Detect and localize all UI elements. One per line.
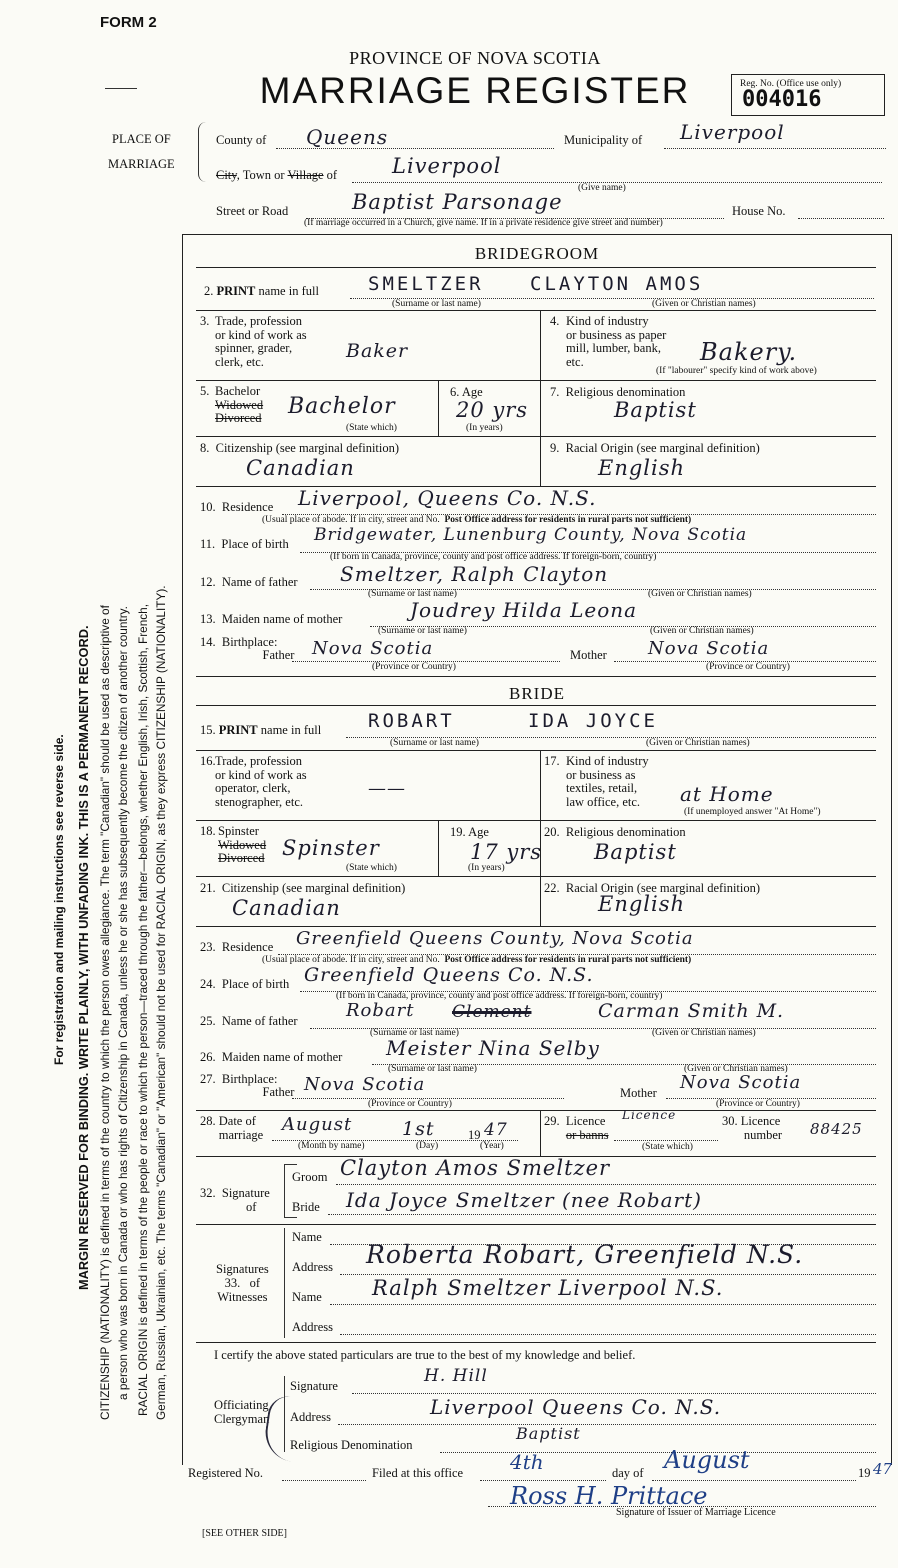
bride-age-label: 19. Age	[450, 825, 489, 839]
bride-print-label: PRINT	[218, 723, 258, 737]
groom-industry: Bakery.	[700, 338, 798, 366]
bride-mother-label: 26. Maiden name of mother	[200, 1050, 343, 1064]
groom-age-word: Age	[461, 385, 483, 399]
town-label	[216, 168, 337, 183]
groom-mother-birth: Nova Scotia	[648, 638, 770, 659]
filed-day: 4th	[510, 1450, 544, 1474]
banns-word: or banns	[565, 1127, 609, 1142]
bride-trade-label: 16. Trade, profession or kind of work as operator, clerk, stenographer, etc.	[200, 754, 307, 809]
groom-birthplace-label: 11. Place of birth	[200, 537, 289, 551]
bride-bp-mother-label: Mother	[620, 1086, 657, 1100]
groom-pob-word: Place of birth	[221, 537, 289, 551]
marriage-day: 1st	[402, 1118, 435, 1140]
groom-trade-label-3: spinner, grader,	[215, 341, 293, 355]
county-label: County of	[216, 133, 267, 147]
marriage-month-note: (Month by name)	[298, 1141, 365, 1151]
clergy-signature-label: Signature	[290, 1379, 338, 1393]
groom-res-word: Residence	[221, 500, 274, 514]
marriage-date-label: 28. Date of marriage	[200, 1114, 264, 1142]
groom-birthplace: Bridgewater, Lunenburg County, Nova Scotia	[314, 525, 748, 545]
groom-res-note-b: Post Office address for residents in rural parts not sufficient)	[444, 515, 692, 525]
bride-religion-label: 20. Religious denomination	[544, 825, 686, 839]
bridegroom-heading: BRIDEGROOM	[474, 244, 600, 263]
bride-trade-label-1: Trade, profession	[215, 754, 303, 768]
bride-given: IDA JOYCE	[528, 710, 658, 732]
bride-given-note: (Given or Christian names)	[646, 738, 750, 748]
bride-status-spinster: Spinster	[218, 824, 259, 838]
margin-line-6: German, Russian, Ukrainian, etc. The terms "Canadian" or "American" should not be used for RACIAL ORIGIN, as they express CITIZENSHIP (NATIONALITY).	[154, 585, 168, 1420]
groom-father-surname-note: (Surname or last name)	[368, 589, 457, 599]
groom-bp-word: Birthplace:	[221, 635, 278, 649]
clergy-address-label: Address	[290, 1410, 331, 1424]
bride-father-birth: Nova Scotia	[304, 1074, 426, 1095]
groom-status: Bachelor	[288, 394, 396, 419]
bride-status-note: (State which)	[346, 863, 397, 873]
groom-bp-mother-label: Mother	[570, 648, 607, 662]
place-heading-1: PLACE OF	[112, 132, 171, 146]
groom-father-label: 12. Name of father	[200, 575, 298, 589]
form-number: FORM 2	[100, 14, 157, 31]
groom-mother-label: 13. Maiden name of mother	[200, 612, 343, 626]
groom-father-word: Name of father	[221, 575, 298, 589]
licence-number-label: 30. Licence number	[722, 1114, 783, 1142]
bride-cit-word: Citizenship (see marginal definition)	[221, 881, 406, 895]
groom-industry-label: 4. Kind of industry or business as paper mill, lumber, bank, etc.	[550, 314, 667, 369]
licence-state-note: (State which)	[642, 1142, 693, 1152]
groom-industry-label-1: Kind of industry	[566, 314, 649, 328]
groom-residence-note	[262, 515, 691, 525]
witness1-signature: Roberta Robart, Greenfield N.S.	[366, 1240, 804, 1269]
town-label-village: Village	[287, 168, 324, 182]
bride-bp-word: Birthplace:	[221, 1072, 278, 1086]
groom-status-bachelor: Bachelor	[215, 384, 261, 398]
bride-father-given: Carman Smith M.	[598, 1000, 785, 1022]
witness1-address-label: Address	[292, 1260, 333, 1274]
bride-industry-label-1: Kind of industry	[566, 754, 649, 768]
bride-religion-word: Religious denomination	[565, 825, 686, 839]
groom-age: 20 yrs	[456, 398, 529, 422]
marriage-date-word-a: Date of	[218, 1114, 256, 1128]
groom-mother-surname-note: (Surname or last name)	[378, 626, 467, 636]
groom-given: CLAYTON AMOS	[530, 273, 704, 295]
licence-number-word-a: Licence	[740, 1114, 781, 1128]
groom-surname-note: (Surname or last name)	[392, 299, 481, 309]
bride-status-label: 18. Spinster Widowed Divorced	[200, 824, 267, 865]
reg-number-box	[731, 74, 885, 116]
groom-residence-label: 10. Residence	[200, 500, 274, 514]
groom-name-label: 2. PRINT name in full	[204, 284, 319, 298]
bride-age: 17 yrs	[470, 840, 543, 864]
groom-res-note-a: (Usual place of abode. If in city, street and No.	[262, 515, 440, 525]
groom-citizenship: Canadian	[246, 456, 355, 480]
bride-surname: ROBART	[368, 710, 455, 732]
witness1-name-label: Name	[292, 1230, 322, 1244]
witnesses-label: Signatures 33. of Witnesses	[200, 1262, 269, 1304]
bride-trade-label-4: stenographer, etc.	[215, 794, 304, 809]
marriage-date-word-b: marriage	[218, 1127, 264, 1142]
marriage-year: 47	[484, 1120, 508, 1140]
bride-birthplace-parents-label: 27. Birthplace: Father	[200, 1072, 295, 1099]
witnesses-word-2: of	[249, 1276, 261, 1290]
place-heading-2: MARRIAGE	[108, 157, 175, 171]
groom-status-widowed: Widowed	[215, 397, 264, 412]
bride-name-label: 15. PRINT name in full	[200, 723, 322, 737]
bride-residence-label: 23. Residence	[200, 940, 274, 954]
house-label: House No.	[732, 204, 786, 218]
clergy-denomination: Baptist	[516, 1424, 581, 1443]
marriage-month: August	[282, 1114, 353, 1135]
licence-number-word-b: number	[743, 1127, 783, 1142]
bride-citizenship-label: 21. Citizenship (see marginal definition)	[200, 881, 406, 895]
bride-father-given-note: (Given or Christian names)	[652, 1028, 756, 1038]
groom-status-label: 5. Bachelor Widowed Divorced	[200, 384, 264, 425]
bride-surname-note: (Surname or last name)	[390, 738, 479, 748]
issuer-label: Signature of Issuer of Marriage Licence	[616, 1507, 776, 1518]
groom-age-note: (In years)	[466, 423, 503, 433]
bride-age-note: (In years)	[468, 863, 505, 873]
groom-surname: SMELTZER	[368, 273, 484, 295]
groom-father-prov-note: (Province or Country)	[372, 662, 456, 672]
bride-birthplace-label: 24. Place of birth	[200, 977, 290, 991]
street-value: Baptist Parsonage	[352, 190, 563, 214]
signature-of-label: 32. Signature of	[200, 1186, 270, 1214]
groom-industry-label-2: or business as paper	[566, 327, 667, 342]
bride-residence: Greenfield Queens County, Nova Scotia	[296, 928, 694, 949]
clergy-address: Liverpool Queens Co. N.S.	[430, 1395, 722, 1419]
margin-line-2: MARGIN RESERVED FOR BINDING. WRITE PLAINLY, WITH UNFADING INK. THIS IS A PERMANENT RECORD.	[76, 625, 91, 1290]
groom-mother-prov-note: (Province or Country)	[706, 662, 790, 672]
bride-heading: BRIDE	[509, 684, 565, 703]
bride-status-widowed: Widowed	[218, 837, 267, 852]
clergy-signature: H. Hill	[424, 1366, 488, 1386]
bride-religion: Baptist	[594, 840, 677, 864]
groom-trade: Baker	[346, 340, 409, 362]
place-note: (If marriage occurred in a Church, give name. If in a private residence give street and number)	[304, 218, 663, 228]
filed-label: Filed at this office	[372, 1466, 464, 1480]
page-title: MARRIAGE REGISTER	[259, 70, 691, 111]
groom-trade-label-4: clerk, etc.	[215, 354, 264, 369]
bride-father-label: 25. Name of father	[200, 1014, 298, 1028]
issuer-signature: Ross H. Prittace	[510, 1482, 708, 1510]
groom-religion-word: Religious denomination	[565, 385, 686, 399]
marriage-year-note: (Year)	[480, 1141, 504, 1151]
bride-father-struck: Clement	[452, 1002, 532, 1022]
bride-racial-label: 22. Racial Origin (see marginal definition)	[544, 881, 761, 895]
bride-bp-father-word: Father	[262, 1085, 295, 1099]
licence-word: Licence	[565, 1114, 606, 1128]
margin-line-1: For registration and mailing instructions see reverse side.	[52, 734, 66, 1065]
bride-res-note-b: Post Office address for residents in rural parts not sufficient)	[444, 955, 692, 965]
bride-trade-label-2: or kind of work as	[215, 767, 307, 782]
groom-signature: Clayton Amos Smeltzer	[340, 1156, 611, 1180]
licence-banns-label: 29. Licence or banns	[544, 1114, 609, 1142]
groom-trade-label: 3. Trade, profession or kind of work as spinner, grader, clerk, etc.	[200, 314, 307, 369]
groom-racial: English	[598, 456, 686, 480]
give-name-note: (Give name)	[578, 183, 626, 193]
town-label-of: of	[323, 168, 338, 182]
registered-no-label: Registered No.	[188, 1466, 263, 1480]
bride-industry-label-4: law office, etc.	[566, 794, 641, 809]
groom-bp-father-word: Father	[262, 648, 295, 662]
bride-mother-surname-note: (Surname or last name)	[388, 1064, 477, 1074]
bride-race-word: Racial Origin (see marginal definition)	[565, 881, 761, 895]
groom-father: Smeltzer, Ralph Clayton	[340, 562, 609, 586]
bride-industry-label-2: or business as	[566, 767, 636, 782]
clergyman-word: Clergyman	[214, 1412, 270, 1426]
bride-racial: English	[598, 892, 686, 916]
bride-father-surname: Robart	[346, 1000, 415, 1021]
municipality-label: Municipality of	[564, 133, 643, 147]
groom-given-note: (Given or Christian names)	[652, 299, 756, 309]
witness2-name-label: Name	[292, 1290, 322, 1304]
bride-industry-label-3: textiles, retail,	[566, 781, 638, 795]
clergy-denomination-label: Religious Denomination	[290, 1438, 413, 1452]
province-heading: PROVINCE OF NOVA SCOTIA	[349, 48, 601, 68]
bride-industry-label: 17. Kind of industry or business as textiles, retail, law office, etc.	[544, 754, 649, 809]
groom-father-birth: Nova Scotia	[312, 638, 434, 659]
officiating-label	[214, 1398, 269, 1426]
bride-status-divorced: Divorced	[218, 851, 265, 865]
signature-of-word: of	[246, 1200, 257, 1214]
place-brace	[198, 122, 209, 182]
street-label: Street or Road	[216, 204, 289, 218]
officiating-word: Officiating	[214, 1398, 269, 1412]
bride-birth-note: (If born in Canada, province, county and post office address. If foreign-born, country)	[336, 991, 663, 1001]
bride-status: Spinster	[282, 836, 380, 860]
see-other-side: [SEE OTHER SIDE]	[202, 1528, 287, 1539]
groom-trade-label-2: or kind of work as	[215, 327, 307, 342]
groom-status-note: (State which)	[346, 423, 397, 433]
bride-mother-word: Maiden name of mother	[221, 1050, 343, 1064]
bride-industry: at Home	[680, 782, 774, 806]
groom-age-label: 6. Age	[450, 385, 483, 399]
county-value: Queens	[306, 125, 389, 149]
signature-word: Signature	[221, 1186, 270, 1200]
bride-father-word: Name of father	[221, 1014, 298, 1028]
groom-sig-label: Groom	[292, 1170, 328, 1184]
groom-mother-given-note: (Given or Christian names)	[650, 626, 754, 636]
witness2-address-label: Address	[292, 1320, 333, 1334]
bride-res-word: Residence	[221, 940, 274, 954]
groom-cit-word: Citizenship (see marginal definition)	[215, 441, 400, 455]
bride-father-surname-note: (Surname or last name)	[370, 1028, 459, 1038]
marriage-year-prefix: 19	[468, 1128, 481, 1142]
licence-number: 88425	[810, 1120, 863, 1138]
filed-year-prefix: 19	[858, 1466, 871, 1480]
groom-industry-label-4: etc.	[566, 354, 584, 369]
groom-status-divorced: Divorced	[215, 411, 262, 425]
groom-racial-label: 9. Racial Origin (see marginal definition)	[550, 441, 760, 455]
bride-pob-word: Place of birth	[221, 977, 290, 991]
bride-mother-birth: Nova Scotia	[680, 1072, 802, 1093]
filed-month: August	[664, 1446, 750, 1474]
groom-religion-label: 7. Religious denomination	[550, 385, 686, 399]
certify-text: I certify the above stated particulars are true to the best of my knowledge and belief.	[214, 1348, 636, 1362]
bride-age-word: Age	[468, 825, 489, 839]
groom-citizenship-label: 8. Citizenship (see marginal definition)	[200, 441, 400, 455]
groom-trade-label-1: Trade, profession	[215, 314, 303, 328]
bride-industry-note: (If unemployed answer "At Home")	[684, 807, 821, 817]
bride-name-in-full-label: name in full	[257, 723, 322, 737]
day-of-label: day of	[612, 1466, 644, 1480]
marriage-day-note: (Day)	[416, 1141, 439, 1151]
margin-line-3: CITIZENSHIP (NATIONALITY) is defined in terms of the country to which the person owes allegiance. The term "Canadian" should be used as descriptive of	[98, 605, 112, 1420]
groom-race-word: Racial Origin (see marginal definition)	[565, 441, 760, 455]
bride-citizenship: Canadian	[232, 896, 341, 920]
town-value: Liverpool	[392, 154, 502, 178]
binding-mark	[105, 88, 137, 89]
name-in-full-label: name in full	[255, 284, 319, 298]
witnesses-word-1: Signatures	[216, 1262, 269, 1276]
licence-written: Licence	[622, 1108, 677, 1122]
groom-mother-word: Maiden name of mother	[221, 612, 343, 626]
bride-mother-prov-note: (Province or Country)	[716, 1099, 800, 1109]
bride-mother: Meister Nina Selby	[386, 1036, 600, 1060]
groom-father-given-note: (Given or Christian names)	[648, 589, 752, 599]
groom-residence: Liverpool, Queens Co. N.S.	[298, 486, 597, 510]
groom-industry-label-3: mill, lumber, bank,	[566, 341, 661, 355]
margin-line-4: a person who was born in Canada or who has rights of Citizenship in Canada, unless he or she has subsequently become the citizen of another country.	[116, 606, 130, 1400]
reg-number-value: 004016	[742, 87, 822, 112]
bride-birthplace: Greenfield Queens Co. N.S.	[304, 964, 594, 986]
bride-signature: Ida Joyce Smeltzer (nee Robart)	[346, 1188, 702, 1212]
groom-birthplace-parents-label: 14. Birthplace: Father	[200, 635, 295, 662]
bride-father-prov-note: (Province or Country)	[368, 1099, 452, 1109]
groom-birth-note: (If born in Canada, province, county and post office address. If foreign-born, country)	[330, 552, 657, 562]
bride-trade-label-3: operator, clerk,	[215, 781, 291, 795]
municipality-value: Liverpool	[680, 120, 785, 144]
witness2-signature: Ralph Smeltzer Liverpool N.S.	[372, 1276, 724, 1300]
reg-number-label: Reg. No. (Office use only)	[740, 79, 842, 89]
margin-line-5: RACIAL ORIGIN is defined in terms of the people or race to which the person—traced through the father—belongs, whether English, Irish, Scottish, French,	[136, 604, 150, 1416]
town-label-city: City	[216, 168, 237, 182]
groom-mother: Joudrey Hilda Leona	[410, 598, 638, 622]
bride-mother-given-note: (Given or Christian names)	[684, 1064, 788, 1074]
groom-industry-note: (If "labourer" specify kind of work above)	[656, 366, 817, 376]
witnesses-word-3: Witnesses	[217, 1290, 268, 1304]
print-label: PRINT	[216, 284, 256, 298]
bride-trade: ——	[368, 778, 406, 799]
bride-sig-label: Bride	[292, 1200, 320, 1214]
town-label-mid: , Town or	[236, 168, 288, 182]
groom-religion: Baptist	[614, 398, 697, 422]
bride-res-note-a: (Usual place of abode. If in city, street and No.	[262, 955, 440, 965]
filed-year: 47	[873, 1460, 893, 1478]
